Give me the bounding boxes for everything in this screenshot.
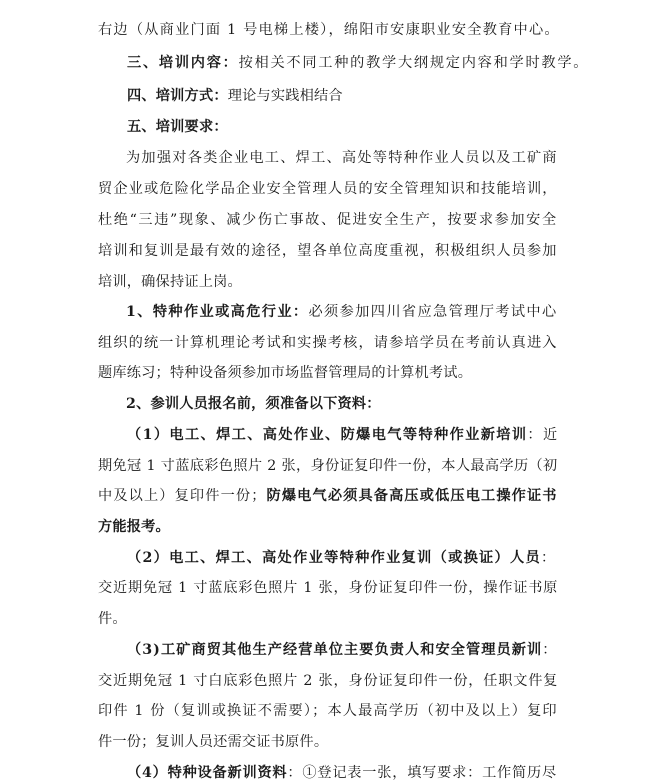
- text-line: [127, 53, 589, 73]
- bold-text-segment: （3)工矿商贸其他生产经营单位主要负责人和安全管理员新训: [127, 642, 543, 658]
- bold-text-segment: 防爆电气必须具备高压或低压电工操作证书: [266, 488, 558, 504]
- text-segment: 必须参加四川省应急管理厅考试中心: [308, 304, 558, 320]
- text-line: [98, 732, 328, 752]
- text-line: [127, 425, 559, 445]
- text-line: [98, 272, 242, 292]
- text-line: [98, 486, 558, 506]
- text-line: [127, 86, 343, 106]
- text-segment: 交近期免冠 1 寸白底彩色照片 2 张，身份证复印件一份，任职文件复: [98, 673, 559, 689]
- text-line: [98, 363, 472, 383]
- text-line: [127, 763, 557, 783]
- text-line: [127, 640, 557, 660]
- text-line: [98, 456, 558, 476]
- text-segment: 为加强对各类企业电工、焊工、高处等特种作业人员以及工矿商: [126, 150, 558, 166]
- bold-text-segment: 2、参训人员报名前，须准备以下资料：: [126, 396, 381, 412]
- text-segment: 贸企业或危险化学品企业安全管理人员的安全管理知识和技能培训，: [98, 181, 558, 197]
- text-segment: 按相关不同工种的教学大纲规定内容和学时教学。: [238, 55, 590, 71]
- text-line: [98, 671, 558, 691]
- text-segment: 杜绝“三违”现象、减少伤亡事故、促进安全生产，按要求参加安全: [98, 212, 558, 228]
- bold-text-segment: （2）电工、焊工、高处作业等特种作业复训（或换证）人员: [127, 550, 542, 566]
- text-line: [98, 210, 558, 230]
- text-line: [98, 701, 558, 721]
- bold-text-segment: （1）电工、焊工、高处作业、防爆电气等特种作业新培训: [127, 427, 528, 443]
- text-line: [126, 148, 558, 168]
- text-segment: 交近期免冠 1 寸蓝底彩色照片 1 张，身份证复印件一份，操作证书原: [98, 580, 559, 596]
- text-segment: 组织的统一计算机理论考试和实操考核，请参培学员在考前认真进入: [98, 335, 558, 351]
- bold-text-segment: 1、特种作业或高危行业：: [126, 304, 309, 320]
- text-segment: 理论与实践相结合: [227, 88, 343, 104]
- text-line: [126, 394, 381, 414]
- bold-text-segment: 三、培训内容：: [127, 55, 239, 71]
- text-line: [127, 117, 228, 137]
- text-segment: 培训和复训是最有效的途径，望各单位高度重视，积极组织人员参加: [98, 243, 558, 259]
- text-segment: 期免冠 1 寸蓝底彩色照片 2 张，身份证复印件一份，本人最高学历（初: [98, 458, 558, 474]
- bold-text-segment: 四、培训方式：: [127, 88, 228, 104]
- text-line: [98, 179, 558, 199]
- text-segment: 右边（从商业门面 1 号电梯上楼），绵阳市安康职业安全教育中心。: [98, 22, 560, 38]
- bold-text-segment: （4）特种设备新训资料: [127, 765, 288, 781]
- text-segment: 培训，确保持证上岗。: [98, 274, 242, 290]
- text-line: [98, 333, 558, 353]
- bold-text-segment: 五、培训要求：: [127, 119, 228, 135]
- text-line: [98, 517, 170, 537]
- text-line: [98, 20, 560, 40]
- text-line: [98, 609, 127, 629]
- text-line: [127, 548, 557, 568]
- text-segment: 件一份；复训人员还需交证书原件。: [98, 734, 329, 750]
- text-line: [126, 302, 558, 322]
- text-segment: ：近: [527, 427, 559, 443]
- text-line: [98, 578, 558, 598]
- text-segment: 件。: [98, 611, 127, 627]
- text-segment: ：①登记表一张，填写要求：工作简历尽: [287, 765, 557, 781]
- text-segment: ：: [542, 642, 558, 658]
- text-segment: 印件 1 份（复训或换证不需要）；本人最高学历（初中及以上）复印: [98, 703, 558, 719]
- text-segment: ：: [541, 550, 557, 566]
- text-line: [98, 241, 558, 261]
- bold-text-segment: 方能报考。: [98, 519, 170, 535]
- text-segment: 中及以上）复印件一份；: [98, 488, 267, 504]
- text-segment: 题库练习；特种设备须参加市场监督管理局的计算机考试。: [98, 365, 473, 381]
